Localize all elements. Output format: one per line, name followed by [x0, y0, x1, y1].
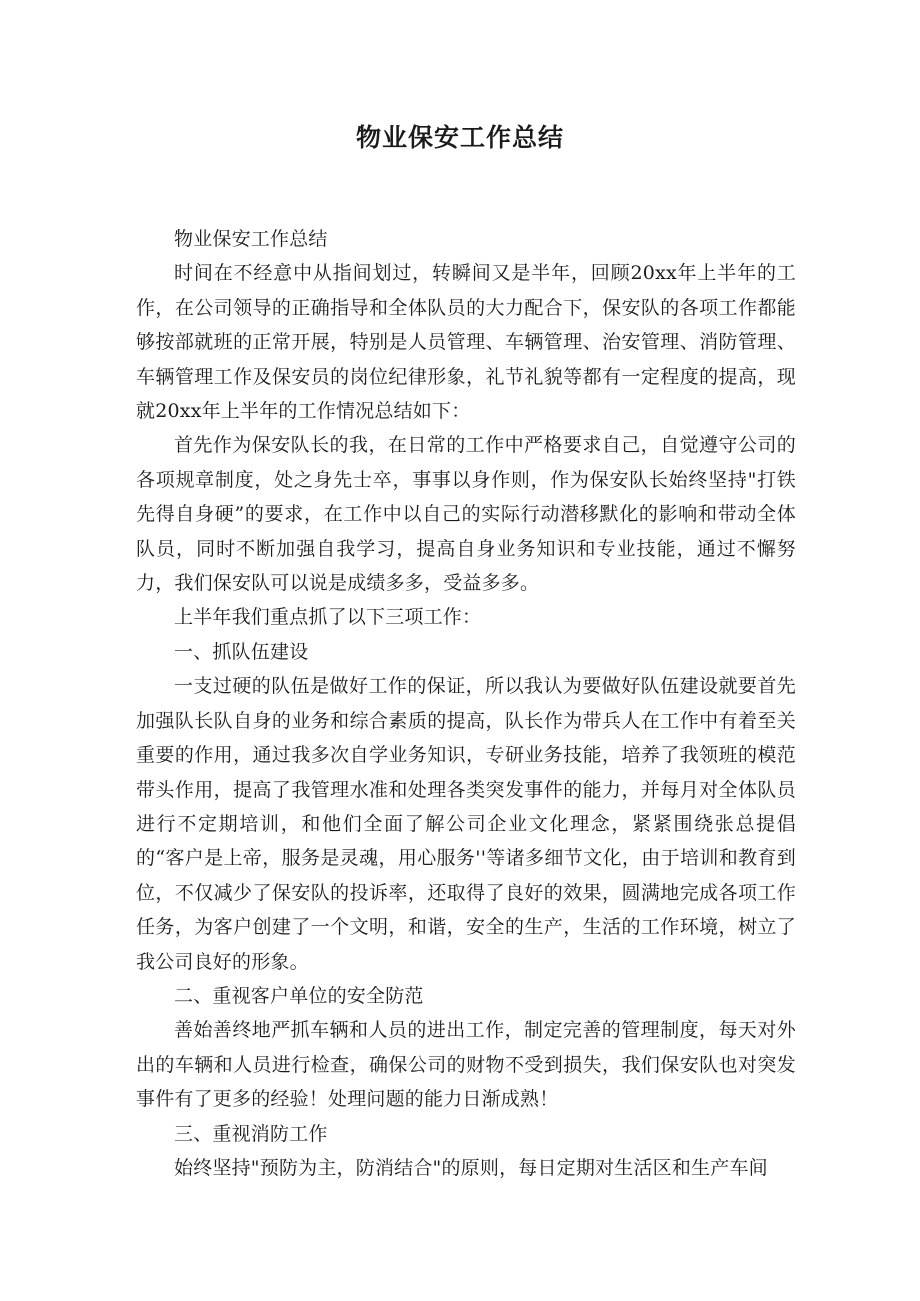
paragraph-subtitle: 物业保安工作总结 [174, 228, 328, 250]
paragraph-intro: 时间在不经意中从指间划过，转瞬间又是半年，回顾20xx年上半年的工作，在公司领导的正确指导和全体队员的大力配合下，保安队的各项工作都能够按部就班的正常开展，特别是人员管理、车辆管理、治安管理、消防管理、车辆管理工作及保安员的岗位纪律形象，礼节礼貌等都有一定程度的提高，现就20xx年上半年的工作情况总结如下： [136, 262, 796, 423]
paragraph-three-tasks: 上半年我们重点抓了以下三项工作： [174, 606, 482, 629]
section-heading-team-building: 一、抓队伍建设 [174, 640, 309, 663]
section-heading-fire: 三、重视消防工作 [174, 1122, 328, 1145]
section-heading-security: 二、重视客户单位的安全防范 [174, 984, 424, 1007]
paragraph-security: 善始善终地严抓车辆和人员的进出工作，制定完善的管理制度，每天对外出的车辆和人员进行检查，确保公司的财物不受到损失，我们保安队也对突发事件有了更多的经验！处理问题的能力日渐成熟！ [136, 1019, 796, 1111]
paragraph-fire: 始终坚持"预防为主，防消结合"的原则，每日定期对生活区和生产车间 [174, 1156, 768, 1179]
document-body [136, 222, 796, 1185]
paragraph-captain: 首先作为保安队长的我，在日常的工作中严格要求自己，自觉遵守公司的各项规章制度，处之身先士卒，事事以身作则，作为保安队长始终坚持"打铁先得自身硬”的要求，在工作中以自己的实际行动潜移默化的影响和带动全体队员，同时不断加强自我学习，提高自身业务知识和专业技能，通过不懈努力，我们保安队可以说是成绩多多，受益多多。 [136, 434, 796, 595]
document-title: 物业保安工作总结 [355, 123, 564, 152]
paragraph-team-building: 一支过硬的队伍是做好工作的保证，所以我认为要做好队伍建设就要首先加强队长队自身的业务和综合素质的提高，队长作为带兵人在工作中有着至关重要的作用，通过我多次自学业务知识，专研业务技能，培养了我领班的模范带头作用，提高了我管理水准和处理各类突发事件的能力，并每月对全体队员进行不定期培训，和他们全面了解公司企业文化理念，紧紧围绕张总提倡的“客户是上帝，服务是灵魂，用心服务''等诸多细节文化，由于培训和教育到位，不仅减少了保安队的投诉率，还取得了良好的效果，圆满地完成各项工作任务，为客户创建了一个文明，和谐，安全的生产，生活的工作环境，树立了我公司良好的形象。 [136, 675, 796, 973]
